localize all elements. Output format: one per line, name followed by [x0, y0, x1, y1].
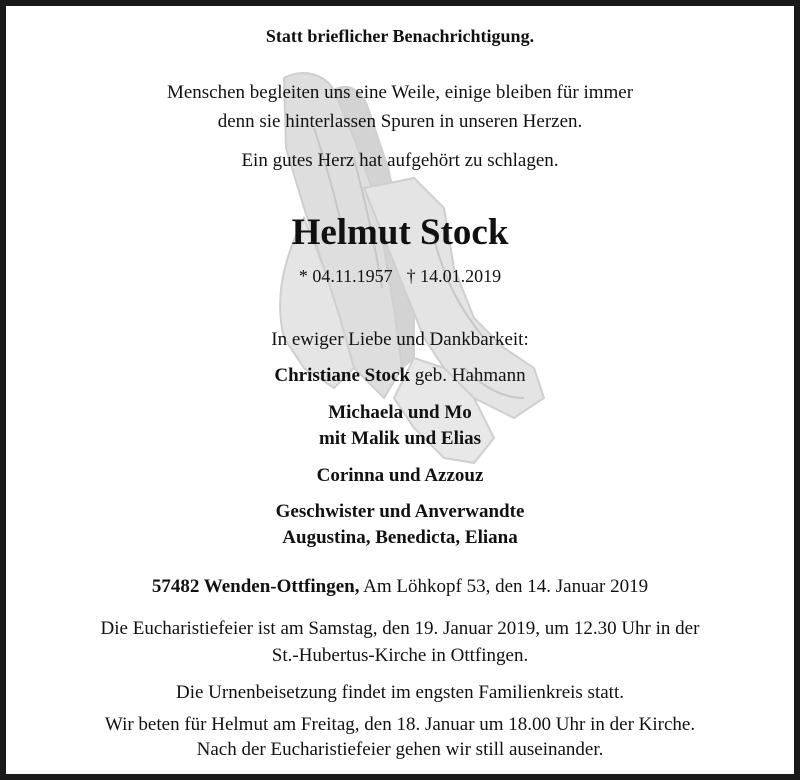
mourner-family-3-line-1: Geschwister und Anverwandte: [275, 501, 525, 522]
address-city: 57482 Wenden-Ottfingen,: [151, 576, 360, 597]
address-line: [6, 577, 794, 596]
death-date: † 14.01.2019: [406, 266, 502, 286]
notice-prayer: Wir beten für Helmut am Freitag, den 18. Januar um 18.00 Uhr in der Kirche.: [104, 714, 696, 735]
mourners-intro: In ewiger Liebe und Dankbarkeit:: [271, 329, 529, 350]
notice-closing: Nach der Eucharistiefeier gehen wir still auseinander.: [196, 739, 604, 760]
notice-mass-line-1: Die Eucharistiefeier ist am Samstag, den 19. Januar 2019, um 12.30 Uhr in der: [100, 618, 700, 639]
spouse-name: Christiane Stock: [274, 365, 411, 386]
mourner-spouse: [6, 366, 794, 385]
subheading: Ein gutes Herz hat aufgehört zu schlagen.: [241, 150, 559, 171]
spouse-maiden-name: geb. Hahmann: [410, 365, 526, 386]
birth-date: * 04.11.1957: [298, 266, 393, 286]
deceased-name: Helmut Stock: [291, 212, 509, 253]
mourner-family-1-line-2: mit Malik und Elias: [318, 428, 482, 449]
notice-mass-line-2: St.-Hubertus-Kirche in Ottfingen.: [271, 645, 529, 666]
mourner-family-1-line-1: Michaela und Mo: [328, 402, 472, 423]
poem-line-1: Menschen begleiten uns eine Weile, einige bleiben für immer: [166, 82, 634, 103]
notice-burial: Die Urnenbeisetzung findet im engsten Familienkreis statt.: [176, 682, 624, 703]
mourner-family-3-line-2: Augustina, Benedicta, Eliana: [282, 527, 518, 548]
life-dates: [6, 267, 794, 285]
address-rest: Am Löhkopf 53, den 14. Januar 2019: [359, 576, 649, 597]
mourner-family-2: Corinna und Azzouz: [316, 465, 484, 486]
notice-header: Statt brieflicher Benachrichtigung.: [265, 26, 535, 46]
poem-line-2: denn sie hinterlassen Spuren in unseren Herzen.: [217, 111, 583, 132]
